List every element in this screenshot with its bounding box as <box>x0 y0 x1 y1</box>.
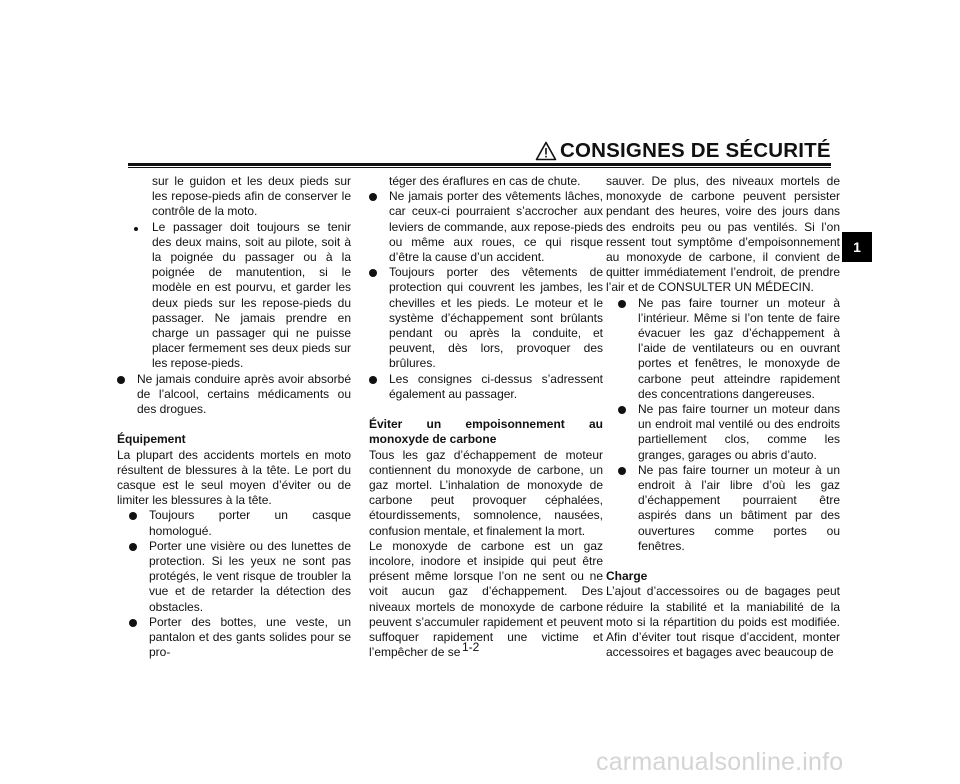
bullet-icon <box>129 619 137 627</box>
list-item <box>129 615 351 661</box>
paragraph: Tous les gaz d’échappement de moteur contiennent du monoxyde de carbone, un gaz mortel. L’inhalation de monoxyde de carbone peut provoquer céphalées, étourdissements, somnolence, nausées, confusion mentale, et finalement la mort. <box>369 447 603 538</box>
list-item-text: Les consignes ci-dessus s’adressent également au passager. <box>389 371 603 401</box>
page-title: CONSIGNES DE SÉCURITÉ <box>560 139 831 162</box>
list-item <box>117 372 351 418</box>
continued-text: sur le guidon et les deux pieds sur les repose-pieds afin de conserver le contrôle de la moto. <box>152 174 351 219</box>
bullet-icon <box>369 376 377 384</box>
paragraph: L’ajout d’accessoires ou de bagages peut réduire la stabilité et la maniabilité de la moto si la répartition du poids est modifiée. Afin d’éviter tout risque d’accident, monter accessoires et bagages avec beaucoup de <box>606 584 840 660</box>
bullet-icon <box>618 406 626 414</box>
paragraph: La plupart des accidents mortels en moto résultent de blessures à la tête. Le port du casque est le seul moyen d’éviter ou de limiter les blessures à la tête. <box>117 447 351 508</box>
bullet-icon <box>129 512 137 520</box>
page-number: 1-2 <box>462 640 480 654</box>
list-item <box>132 220 351 372</box>
list-item-text: Toujours porter des vêtements de protection qui couvrent les jambes, les chevilles et les pieds. Le moteur et le système d’échappement sont brûlants pendant ou après la conduite, et peuvent, dès lors, provoquer des brûlures. <box>389 265 603 371</box>
bullet-icon <box>369 269 377 277</box>
text-column-3 <box>606 174 840 660</box>
list-item-text: Porter des bottes, une veste, un pantalon et des gants solides pour se pro- <box>149 614 351 660</box>
page-header <box>535 140 831 164</box>
list-item <box>618 463 840 554</box>
chapter-tab: 1 <box>842 232 872 262</box>
continued-text: téger des éraflures en cas de chute. <box>389 174 581 188</box>
list-item <box>618 402 840 463</box>
bullet-icon <box>618 467 626 475</box>
list-item-text: Ne pas faire tourner un moteur à un endroit à l’air libre d’où les gaz d’échappement pourraient être aspirés dans un bâtiment par des ouvertures comme portes ou fenêtres. <box>638 462 840 553</box>
list-item-text: Ne jamais conduire après avoir absorbé de l’alcool, certains médicaments ou des drogues. <box>137 371 351 417</box>
header-rule <box>128 163 831 166</box>
section-heading: Équipement <box>117 432 186 447</box>
section-heading: Charge <box>606 569 648 584</box>
bullet-icon <box>369 193 377 201</box>
warning-triangle-icon <box>535 141 557 161</box>
continued-text: sauver. De plus, des niveaux mortels de monoxyde de carbone peuvent persister pendant des heures, voire des jours dans des endroits peu ou pas ventilés. Si l’on ressent tout symptôme d’empoisonnement au monoxyde de carbone, il convient de quitter immédiatement l’endroit, de prendre l’air et de CONSULTER UN MÉDECIN. <box>606 174 840 295</box>
list-item <box>129 508 351 538</box>
bullet-icon <box>134 227 138 231</box>
list-item <box>129 539 351 615</box>
list-item <box>369 189 603 265</box>
text-column-2 <box>369 174 603 660</box>
list-item-text: Ne pas faire tourner un moteur dans un endroit mal ventilé ou des endroits partiellement clos, comme les granges, garages ou abris d’auto. <box>638 402 840 462</box>
list-item <box>618 296 840 402</box>
list-item-text: Toujours porter un casque homologué. <box>149 508 351 538</box>
list-item-text: Porter une visière ou des lunettes de protection. Si les yeux ne sont pas protégés, le vent risque de troubler la vue et de retarder la détection des obstacles. <box>149 538 351 614</box>
list-item-text: Ne pas faire tourner un moteur à l’intérieur. Même si l’on tente de faire évacuer les gaz d’échappement à l’aide de ventilateurs ou en ouvrant portes et fenêtres, le monoxyde de carbone peut atteindre rapidement des concentrations dangereuses. <box>638 295 840 401</box>
list-item <box>369 265 603 371</box>
text-column-1 <box>117 174 351 660</box>
watermark: carmanualsonline.info <box>596 748 844 776</box>
bullet-icon <box>117 376 125 384</box>
list-item <box>369 372 603 402</box>
bullet-icon <box>129 543 137 551</box>
list-item-text: Le passager doit toujours se tenir des deux mains, soit au pilote, soit à la poignée du passager ou à la poignée de manutention, si le modèle en est pourvu, et garder les deux pieds sur les repose-pieds du passager. Ne jamais prendre en charge un passager qui ne puisse placer fermement ses deux pieds sur les repose-pieds. <box>152 219 351 371</box>
bullet-icon <box>618 300 626 308</box>
header-rule-thin <box>128 167 831 168</box>
paragraph: Le monoxyde de carbone est un gaz incolore, inodore et insipide qui peut être présent même lorsque l’on ne sent ou ne voit aucun gaz d’échappement. Des niveaux mortels de monoxyde de carbone peuvent s’accumuler rapidement et peuvent suffoquer rapidement une victime et l’empêcher de se <box>369 538 603 660</box>
section-heading: Éviter un empoisonnement au monoxyde de carbone <box>369 417 603 447</box>
list-item-text: Ne jamais porter des vêtements lâches, car ceux-ci pourraient s’accrocher aux leviers de commande, aux repose-pieds ou même aux roues, ce qui risque d’être la cause d’un accident. <box>389 189 603 265</box>
